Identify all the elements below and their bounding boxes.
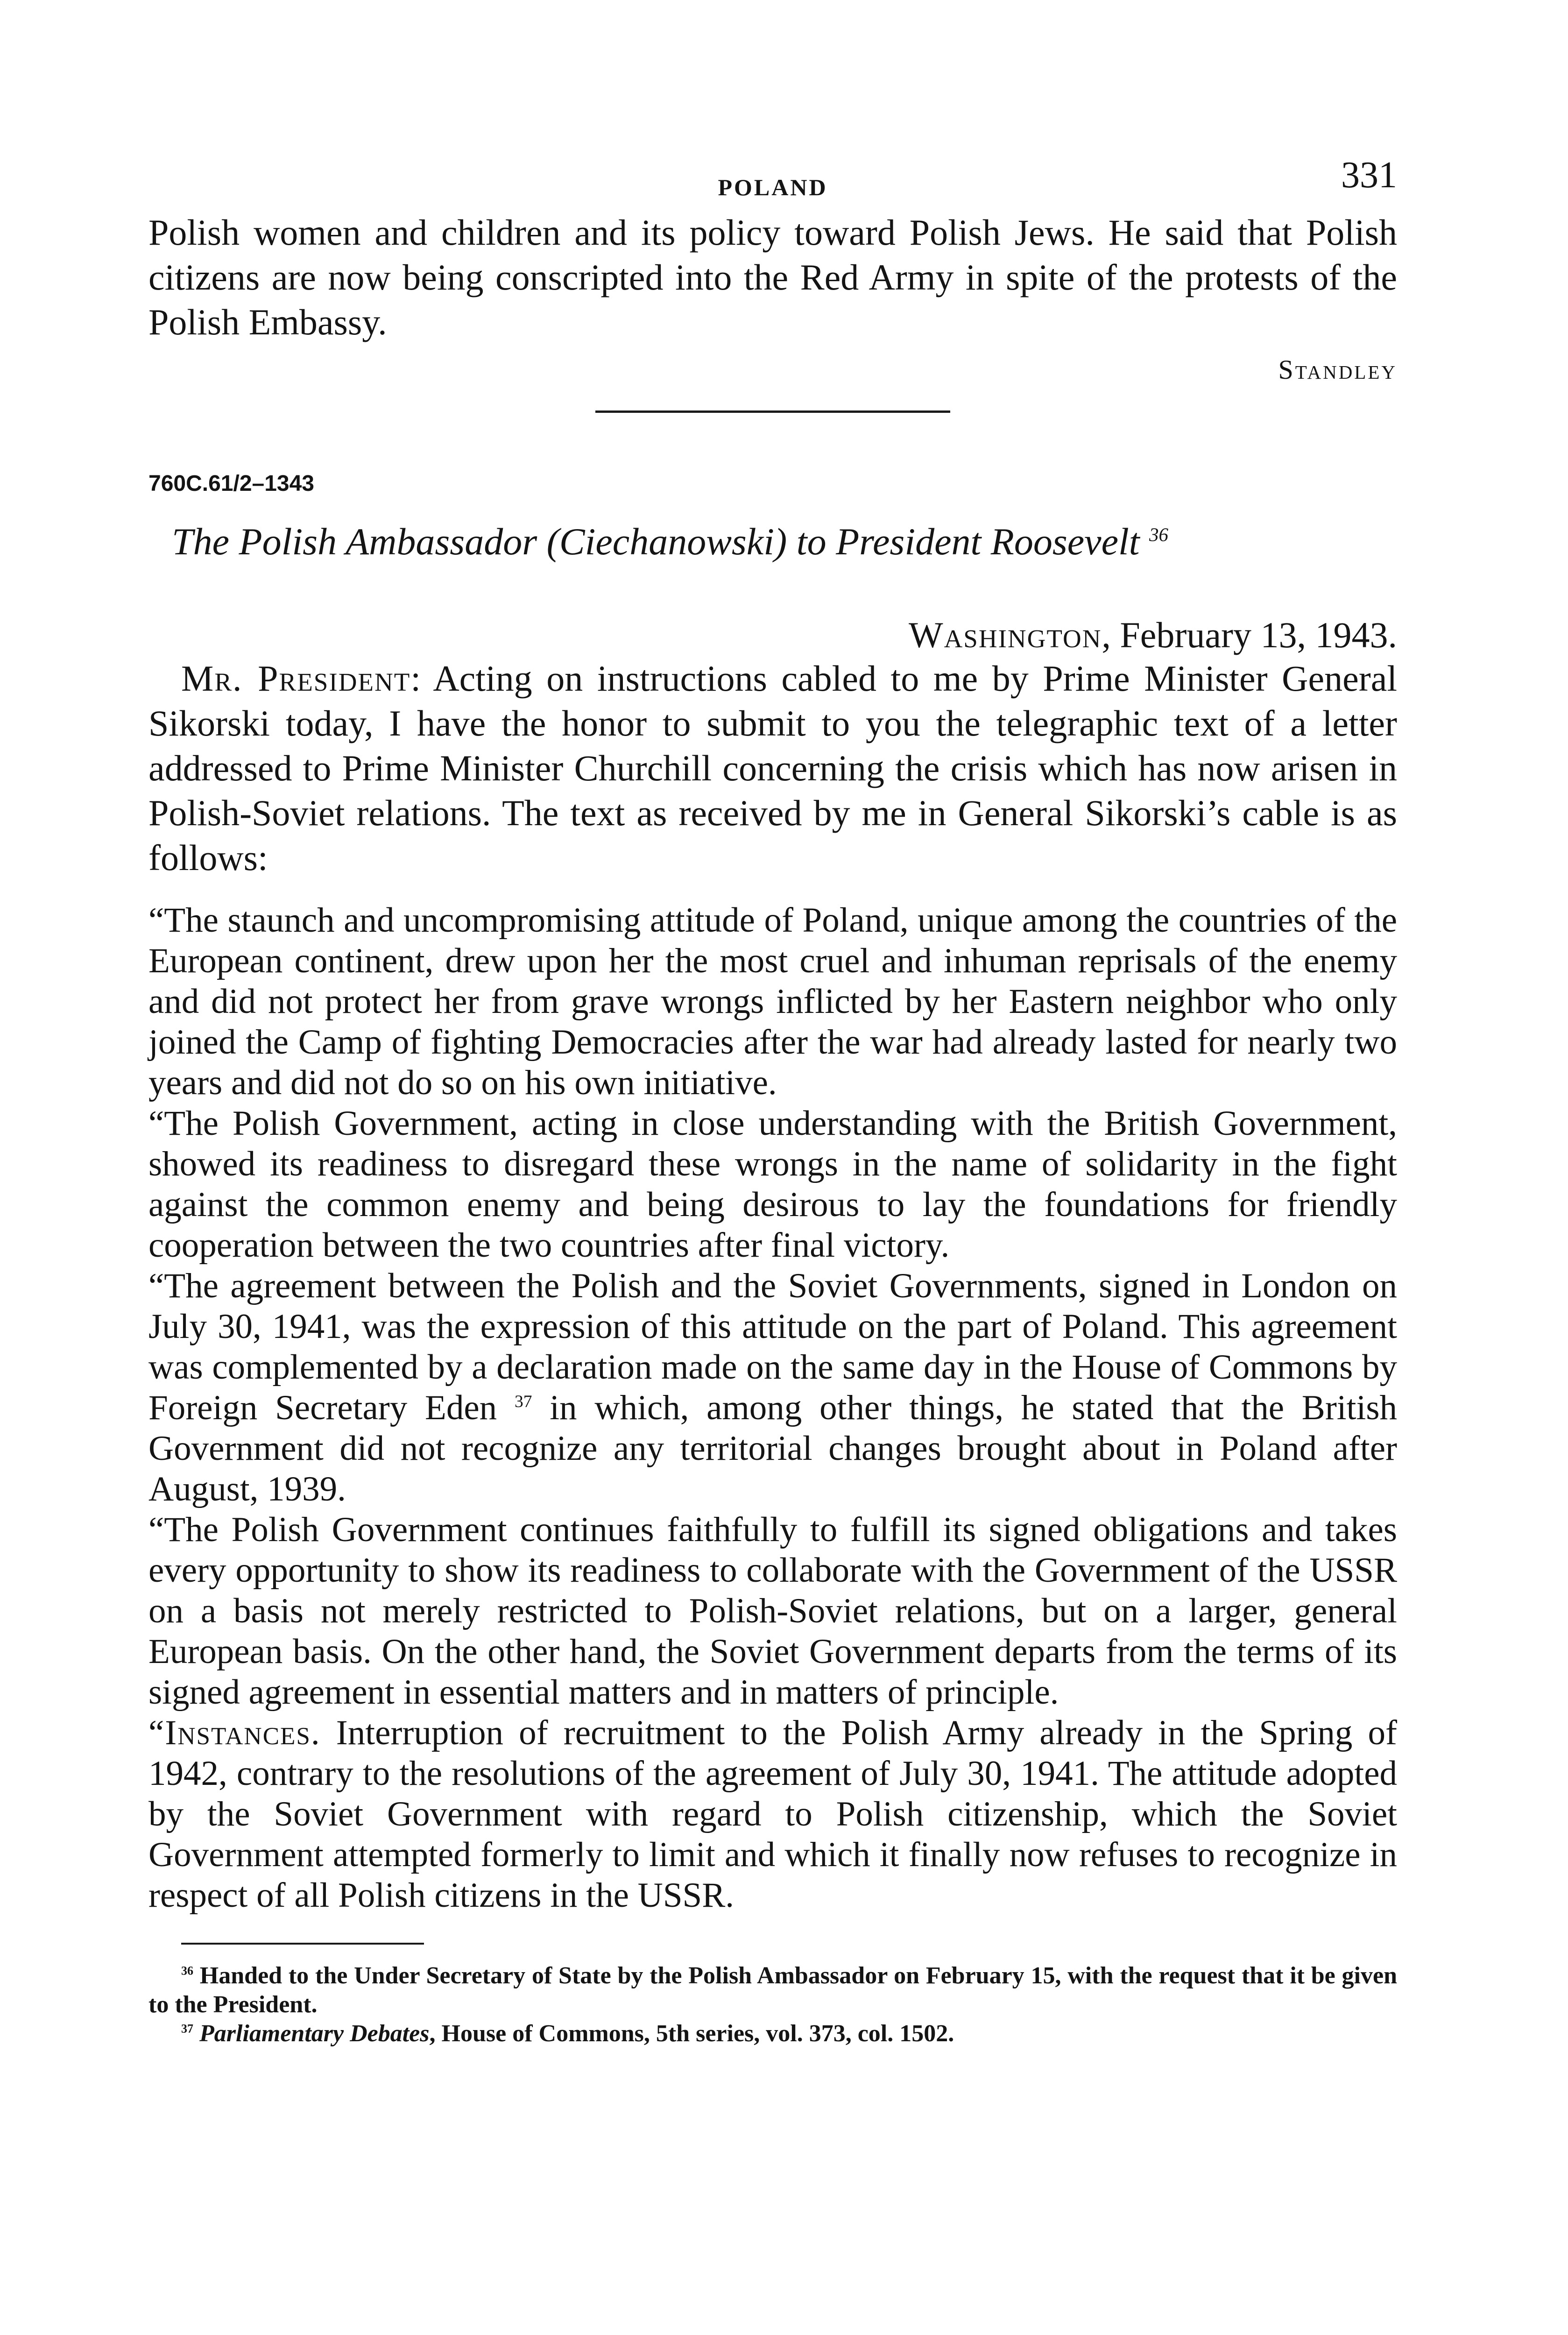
dateline-date: , February 13, 1943. — [1102, 615, 1397, 655]
footnotes — [148, 1961, 1397, 2048]
footnote-36 — [148, 1961, 1397, 2019]
intro-paragraph: Polish women and children and its policy toward Polish Jews. He said that Polish citizens are now being conscripted into the Red Army in spite of the protests of the Polish Embassy. — [148, 212, 1397, 342]
running-head: POLAND — [718, 174, 828, 200]
title-footnote-ref: 36 — [1149, 524, 1169, 545]
document-page — [148, 154, 1397, 2048]
footnote-divider — [181, 1943, 424, 1945]
quote-paragraph-4: “The Polish Government continues faithfully to fulfill its signed obligations and takes every opportunity to show its readiness to collaborate with the Government of the USSR on a basis not merely restricted to Polish-Soviet relations, but on a larger, general European basis. On the other hand, the Soviet Government departs from the terms of its signed agreement in essential matters and in matters of principle. — [148, 1510, 1397, 1712]
footnote-37-source: Parliamentary Debates — [193, 2020, 430, 2047]
document-id: 760C.61/2–1343 — [148, 471, 314, 496]
quote-paragraph-3-before: “The agreement between the Polish and the Soviet Governments, signed in London on July 30, 1941, was the expression of this attitude on the part of Poland. This agreement was complemented by a declaration made on the same day in the House of Commons by Foreign Secretary Eden — [148, 1267, 1397, 1427]
quote-paragraph-1: “The staunch and uncompromising attitude of Poland, unique among the countries of the European continent, drew upon her the most cruel and inhuman reprisals of the enemy and did not protect her from grave wrongs inflicted by her Eastern neighbor who only joined the Camp of fighting Democracies after the war had already lasted for nearly two years and did not do so on his own initiative. — [148, 901, 1397, 1102]
footnote-37-marker: 37 — [181, 2022, 193, 2036]
signature: Standley — [1278, 354, 1397, 385]
footnote-36-marker: 36 — [181, 1964, 193, 1978]
document-title-text: The Polish Ambassador (Ciechanowski) to President Roosevelt — [172, 520, 1140, 563]
opening-text: : Acting on instructions cabled to me by Prime Minister General Sikorski today, I have the honor to submit to you the telegraphic text of a letter addressed to Prime Minister Churchill concerning the crisis which has now arisen in Polish-Soviet relations. The text as received by me in General Sikorski’s cable is as follows: — [148, 658, 1398, 878]
dateline — [148, 614, 1397, 656]
footnote-36-text: Handed to the Under Secretary of State by the Polish Ambassador on February 15, with the request that it be given to the President. — [148, 1962, 1397, 2018]
quote-footnote-ref: 37 — [514, 1392, 532, 1411]
quoted-letter — [148, 900, 1397, 1916]
document-title — [172, 520, 1397, 564]
instances-heading: “Instances. — [148, 1713, 321, 1752]
letter-opening — [148, 656, 1397, 880]
quote-paragraph-3-after: in which, among other things, he stated that the British Government did not recognize any territorial changes brought about in Poland after August, 1939. — [148, 1388, 1398, 1508]
footnote-37 — [148, 2019, 1397, 2048]
page-header — [148, 154, 1397, 210]
page-number: 331 — [1341, 155, 1397, 196]
quote-paragraph-5 — [148, 1712, 1397, 1916]
salutation: Mr. President — [181, 658, 411, 699]
quote-paragraph-3 — [148, 1266, 1397, 1509]
dateline-place: Washington — [908, 615, 1102, 655]
instances-text: Interruption of recruitment to the Polish Army already in the Spring of 1942, contrary to the resolutions of the agreement of July 30, 1941. The attitude adopted by the Soviet Government with regard to Polish citizenship, which the Soviet Government attempted formerly to limit and which it finally now refuses to recognize in respect of all Polish citizens in the USSR. — [148, 1713, 1397, 1915]
footnote-37-text: , House of Commons, 5th series, vol. 373, col. 1502. — [429, 2020, 954, 2047]
section-divider — [595, 410, 950, 413]
quote-paragraph-2: “The Polish Government, acting in close understanding with the British Government, showed its readiness to disregard these wrongs in the name of solidarity in the fight against the common enemy and being desirous to lay the foundations for friendly cooperation between the two countries after final victory. — [148, 1104, 1397, 1265]
